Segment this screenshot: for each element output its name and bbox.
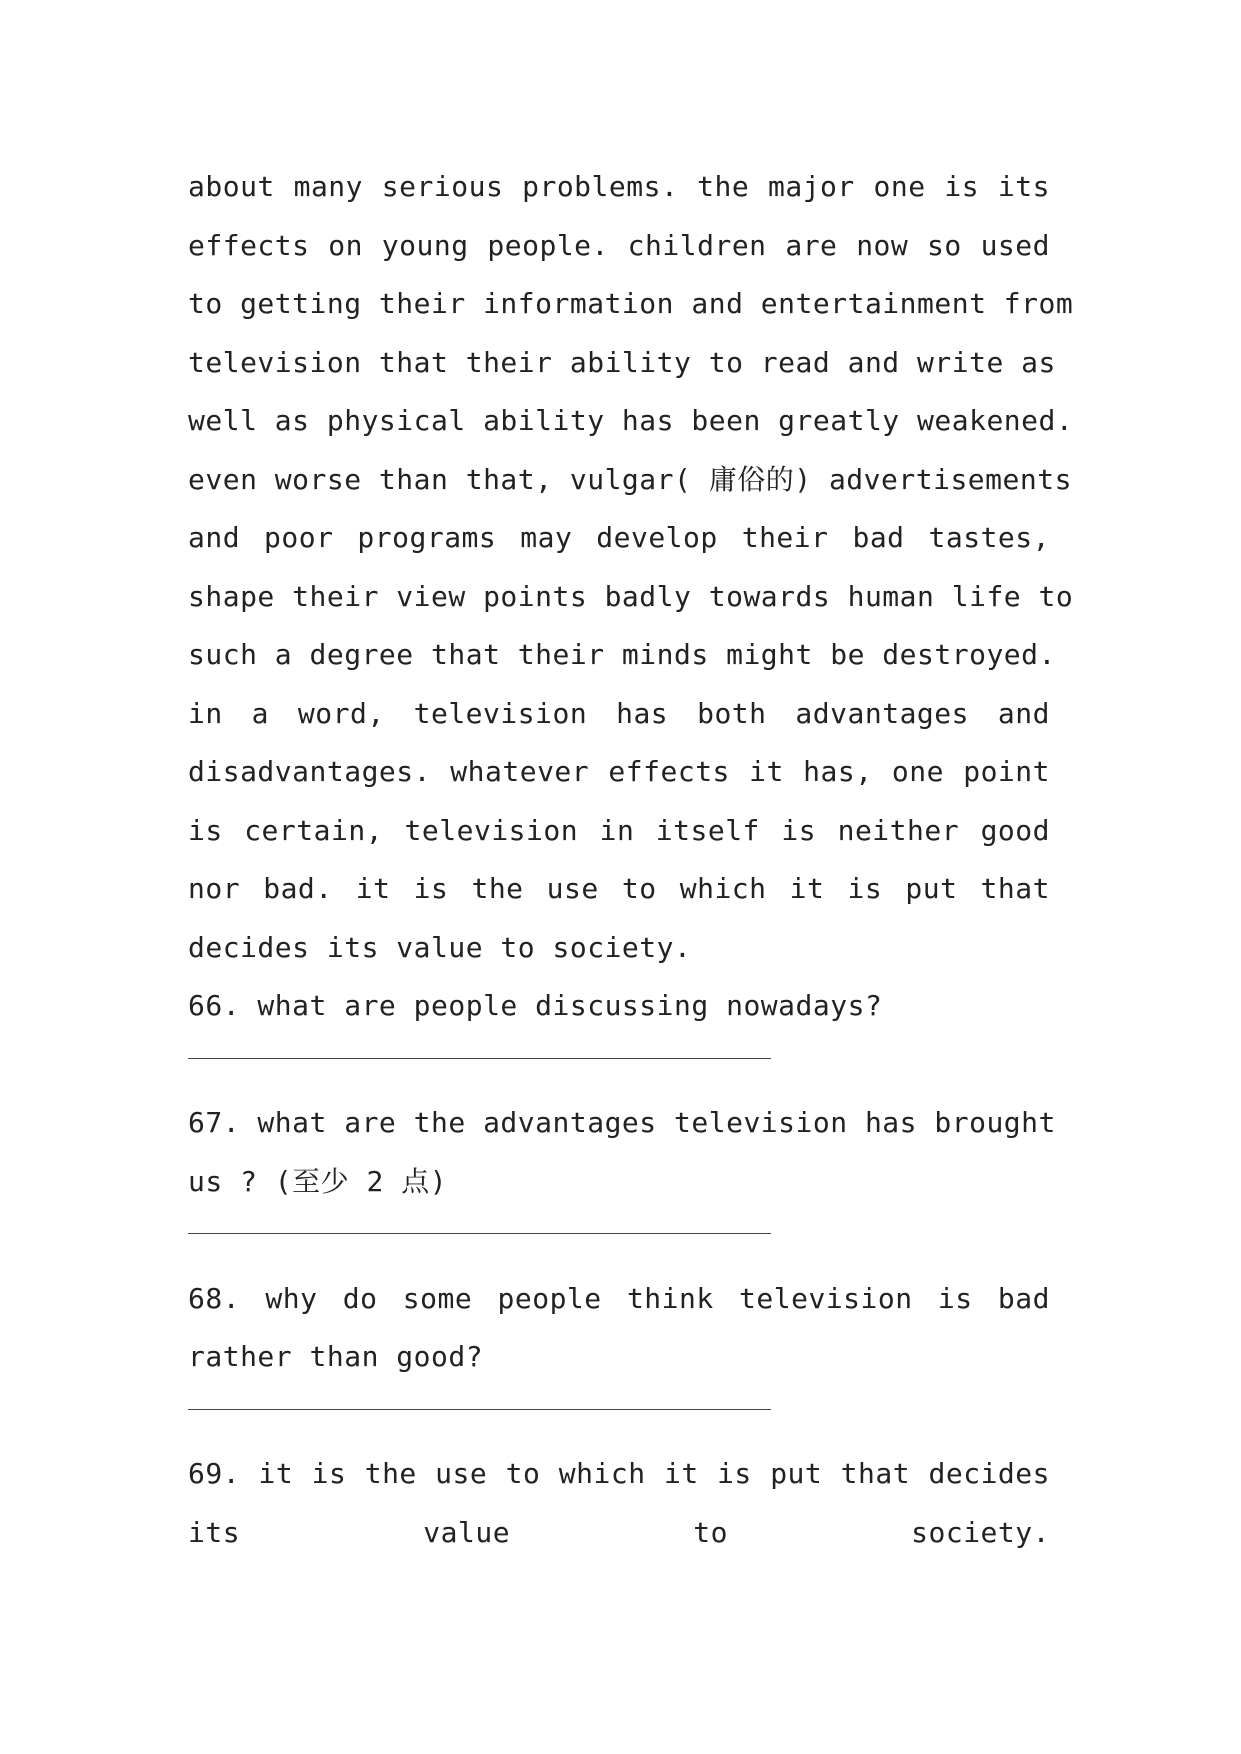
answer-blank-68[interactable]: [188, 1409, 771, 1410]
question-text: 68. why do some people think television is bad: [188, 1281, 1050, 1315]
passage-line: effects on young people. children are now so used: [188, 228, 1050, 262]
passage-line: shape their view points badly towards human life to: [188, 579, 1074, 613]
question-67: [188, 1094, 1056, 1270]
passage-line: to getting their information and entertainment from: [188, 287, 1074, 320]
passage-line: is certain, television in itself is neither good: [188, 813, 1050, 847]
answer-area-66: [188, 1036, 1050, 1095]
passage-line: even worse than that, vulgar( 庸俗的) advertisements: [188, 462, 1072, 496]
question-text: 66. what are people discussing nowadays?: [188, 989, 883, 1022]
question-text: 69. it is the use to which it is put that decides: [188, 1457, 1050, 1490]
question-text: its value to society.: [188, 1515, 1050, 1549]
passage-line: such a degree that their minds might be destroyed.: [188, 638, 1056, 671]
answer-blank-66[interactable]: [188, 1058, 771, 1059]
passage-line: television that their ability to read and write as: [188, 345, 1056, 379]
passage-line: and poor programs may develop their bad tastes,: [188, 521, 1050, 554]
question-69: [188, 1445, 1050, 1562]
passage-line: disadvantages. whatever effects it has, one point: [188, 755, 1050, 788]
answer-area-67: [188, 1211, 1050, 1270]
passage-line: in a word, television has both advantages and: [188, 696, 1050, 730]
passage-paragraph: [188, 158, 1074, 685]
answer-area-68: [188, 1387, 1050, 1446]
question-text: us ? (至少 2 点): [188, 1164, 448, 1198]
question-66: [188, 977, 1050, 1094]
passage-line: nor bad. it is the use to which it is put that: [188, 872, 1050, 905]
passage-line: decides its value to society.: [188, 930, 692, 964]
question-text: rather than good?: [188, 1340, 484, 1373]
answer-blank-67[interactable]: [188, 1233, 771, 1234]
passage-line: well as physical ability has been greatly weakened.: [188, 404, 1074, 437]
question-text: 67. what are the advantages television has brought: [188, 1106, 1056, 1139]
question-68: [188, 1270, 1050, 1446]
passage-line: about many serious problems. the major one is its: [188, 170, 1050, 203]
document-page: [188, 158, 1074, 1562]
conclusion-paragraph: [188, 685, 1050, 978]
